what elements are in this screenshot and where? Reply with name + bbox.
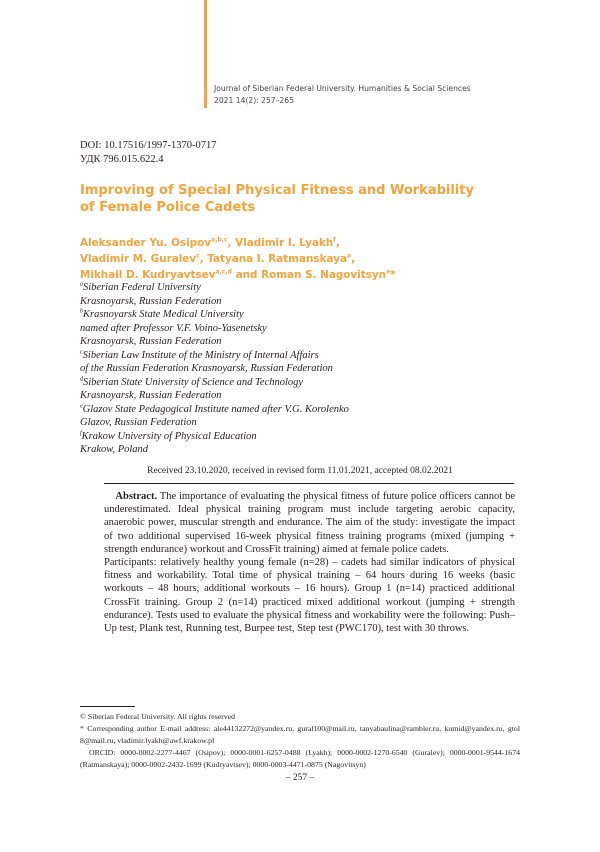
affiliation-text: Glazov, Russian Federation — [80, 417, 197, 428]
author-separator: , — [199, 253, 208, 265]
affiliation-line — [80, 376, 500, 390]
affiliation-sup: f — [80, 430, 82, 436]
author-separator: and — [231, 269, 262, 281]
affiliation-line — [80, 281, 500, 295]
author-name: Roman S. Nagovitsyn — [261, 269, 387, 281]
affiliation-line — [80, 403, 500, 417]
affiliation-text: Siberian State University of Science and Technology — [83, 376, 304, 388]
footnote-rule — [80, 706, 135, 707]
journal-name: Journal of Siberian Federal University. Humanities & Social Sciences — [214, 84, 471, 93]
author-list — [80, 235, 530, 283]
author-name: Vladimir I. Lyakh — [235, 237, 334, 249]
affiliation-line — [80, 335, 500, 349]
abstract-paragraph-2 — [104, 556, 515, 635]
author-affil-sup: a,b,c — [211, 236, 228, 244]
abstract-text-1: The importance of evaluating the physical fitness of future police officers cannot be underestimated. Ideal physical training program must include targeting aerobic capacity, anaerobic power, muscular strength and endurance. The aim of the study: investigate the impact of two additional supervised 16-week physical fitness training programs (mixed (jumping + strength endurance) workout and CrossFit training) aimed at female police cadets. — [104, 491, 515, 555]
affiliation-line — [80, 416, 500, 430]
affiliation-line — [80, 322, 500, 336]
affiliation-text: Krakow University of Physical Education — [81, 430, 257, 442]
received-dates: Received 23.10.2020, received in revised form 11.01.2021, accepted 08.02.2021 — [147, 466, 453, 476]
affiliation-text: Siberian Law Institute of the Ministry of Internal Affairs — [82, 349, 319, 361]
affiliation-sup: e — [80, 403, 83, 409]
footnotes — [80, 711, 520, 771]
affiliation-text: Krasnoyarsk, Russian Federation — [80, 390, 222, 401]
affiliation-line — [80, 295, 500, 309]
author-name: Tatyana I. Ratmanskaya — [207, 253, 347, 265]
author-affil-sup: e — [386, 268, 391, 276]
affiliation-line — [80, 443, 500, 457]
author-name: Vladimir M. Guralev — [80, 253, 197, 265]
abstract — [104, 490, 515, 635]
title-line-2: of Female Police Cadets — [80, 200, 256, 215]
author-affil-sup: f — [333, 236, 336, 244]
page-number: – 257 – — [285, 773, 315, 783]
affiliation-text: of the Russian Federation Krasnoyarsk, Russian Federation — [80, 363, 333, 374]
affiliation-sup: c — [80, 349, 83, 355]
affiliation-text: named after Professor V.F. Voino-Yasenetsky — [80, 322, 267, 334]
journal-header — [204, 0, 600, 108]
copyright-note: © Siberian Federal University. All rights reserved — [80, 712, 236, 721]
author-separator: , — [227, 237, 236, 249]
affiliation-text: Krasnoyarsk, Russian Federation — [80, 295, 222, 307]
abstract-top-rule — [104, 483, 514, 484]
author-affil-sup: a,c,d — [215, 268, 232, 276]
corresponding-note: * Corresponding author E-mail address: ale44132272@yandex.ru, gural100@mail.ru, tanyabaulina@rambler.ru, kumid@yandex.ru, gtol 8@mail.ru, vladimir.lyakh@awf.krakow.pl — [80, 724, 520, 745]
affiliation-sup: b — [80, 308, 83, 315]
abstract-label: Abstract. — [115, 491, 158, 502]
orcid-note: ORCID: 0000-0002-2277-4467 (Osipov); 0000-0001-6257-0488 (Lyakh); 0000-0002-1270-6540 (Guralev); 0000-0001-9544-1674 (Ratmanskaya); 0000-0002-2432-1699 (Kudryavtsev); 0000-0003-4471-0875 (Nagovitsyn) — [80, 748, 520, 769]
affiliation-sup: a — [80, 281, 83, 288]
author-line-2 — [80, 251, 530, 267]
author-name: Aleksander Yu. Osipov — [80, 237, 212, 249]
affiliation-line — [80, 308, 500, 322]
header-accent-rule — [204, 0, 207, 108]
author-name: Mikhail D. Kudryavtsev — [80, 269, 216, 281]
affiliation-list — [80, 281, 500, 457]
affiliation-text: Krasnoyarsk State Medical University — [83, 309, 244, 320]
udk-code: УДК 796.015.622.4 — [80, 154, 164, 165]
author-line-1 — [80, 235, 530, 251]
author-affil-sup: c — [196, 252, 200, 260]
affiliation-text: Siberian Federal University — [83, 282, 201, 293]
abstract-paragraph-1 — [104, 490, 515, 556]
corresponding-star: * — [390, 269, 396, 281]
affiliation-text: Krasnoyarsk, Russian Federation — [80, 336, 222, 347]
author-separator: , — [335, 237, 340, 249]
affiliation-sup: d — [80, 376, 83, 382]
author-affil-sup: a — [347, 252, 352, 260]
title-line-1: Improving of Special Physical Fitness and Workability — [80, 183, 474, 198]
author-separator: , — [351, 253, 356, 265]
affiliation-line — [80, 362, 500, 376]
affiliation-line — [80, 349, 500, 363]
abstract-text-2: Participants: relatively healthy young female (n=28) – cadets had similar indicators of physical fitness and workability. Total time of physical training – 64 hours during 16 weeks (basic workouts – 48 hours, additional workouts – 16 hours). Group 1 (n=14) practiced additional CrossFit training. Group 2 (n=14) practiced mixed additional workout (jumping + strength endurance). Tests used to evaluate the physical fitness and workability were the following: Push–Up test, Plank test, Running test, Burpee test, Step test (PWC170), test with 30 throws. — [104, 557, 515, 635]
affiliation-line — [80, 430, 500, 444]
affiliation-text: Krakow, Poland — [80, 444, 149, 455]
article-title — [80, 182, 520, 216]
doi: DOI: 10.17516/1997-1370-0717 — [80, 140, 217, 151]
affiliation-text: Glazov State Pedagogical Institute named after V.G. Korolenko — [82, 403, 349, 415]
journal-issue: 2021 14(2): 257–265 — [214, 96, 294, 105]
affiliation-line — [80, 389, 500, 403]
